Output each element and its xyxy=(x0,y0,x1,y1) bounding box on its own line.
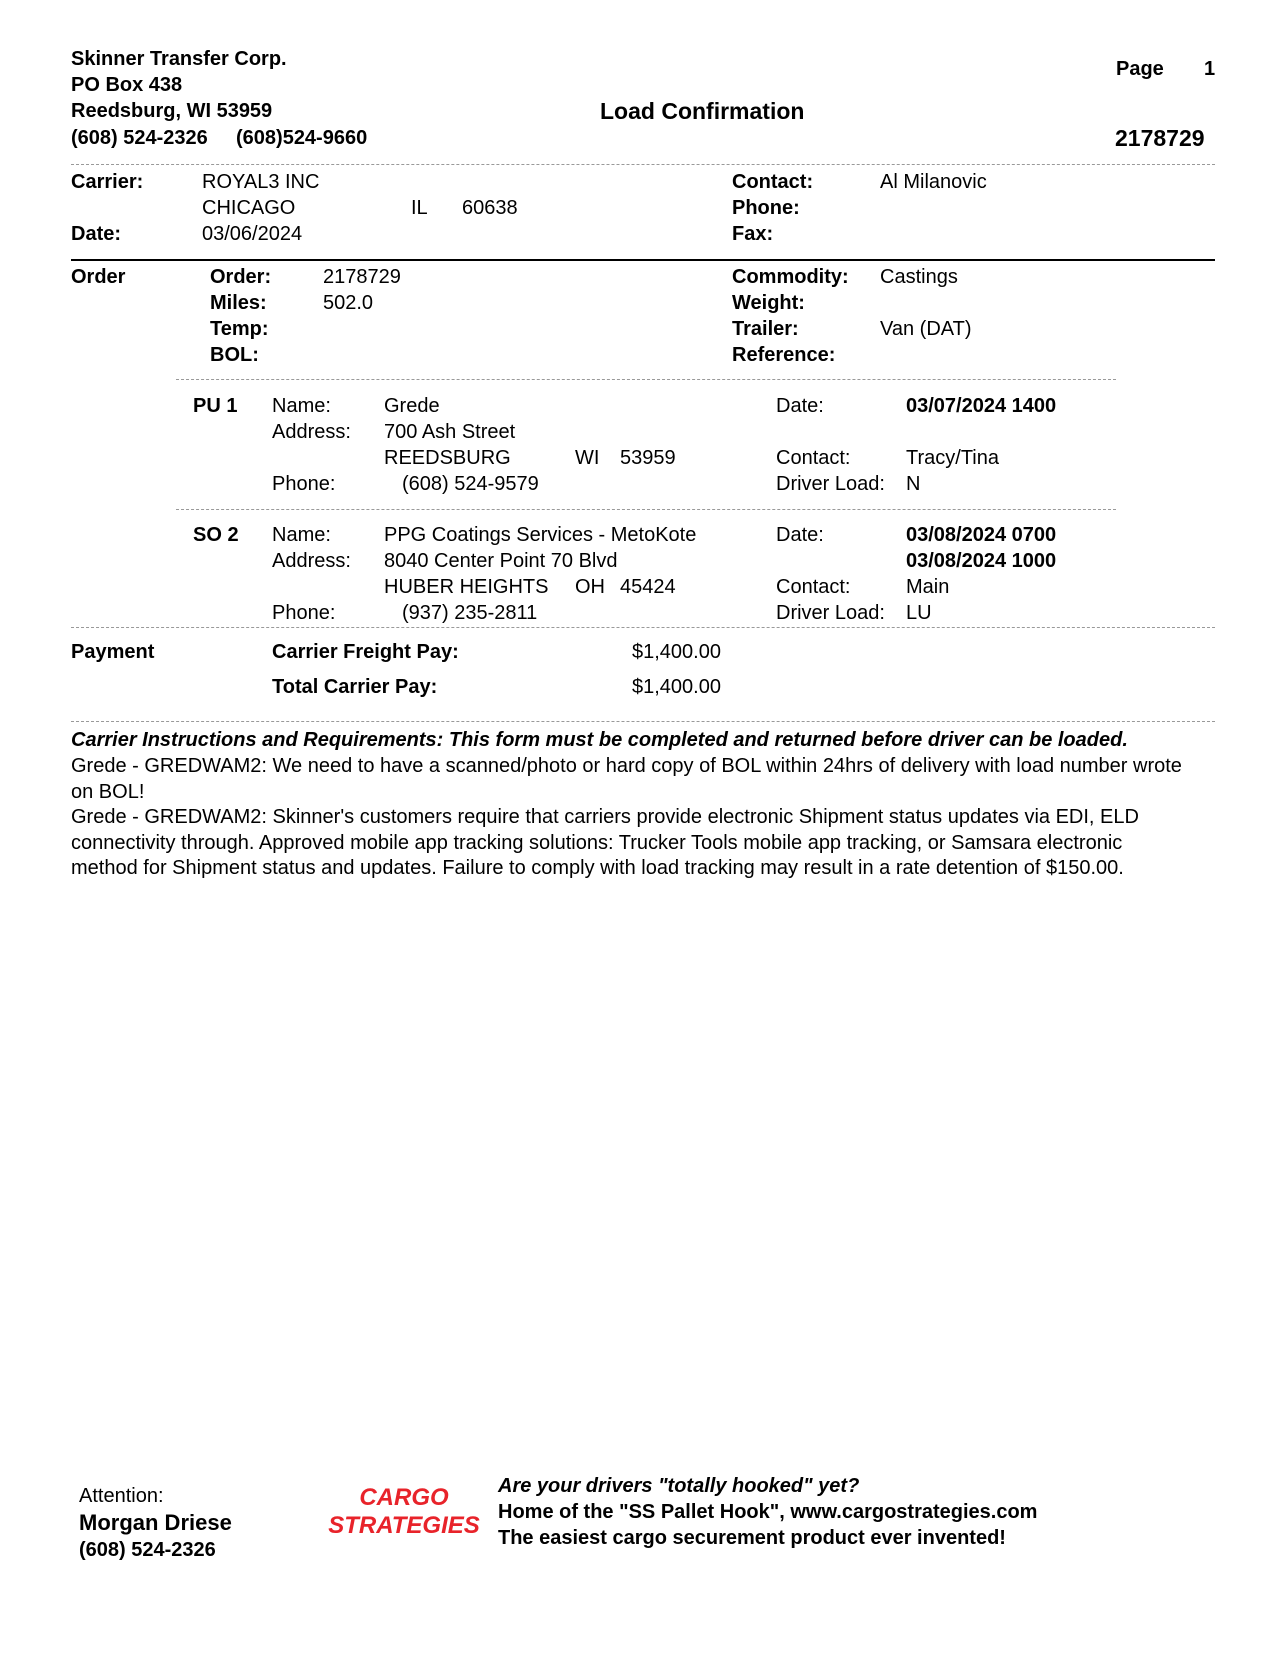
divider xyxy=(71,627,1215,628)
order-label: Order: xyxy=(210,266,272,288)
stop-phone-label: Phone: xyxy=(272,473,336,495)
trailer-value: Van (DAT) xyxy=(880,318,972,340)
instructions-paragraph: Grede - GREDWAM2: We need to have a scanned/photo or hard copy of BOL within 24hrs of delivery with load number wrote on BOL! xyxy=(71,755,1182,803)
stop-date-1: 03/07/2024 1400 xyxy=(906,395,1057,417)
page-number: 1 xyxy=(1204,58,1216,80)
divider xyxy=(176,509,1116,510)
stop-zip: 53959 xyxy=(620,447,676,469)
commodity-label: Commodity: xyxy=(732,266,849,288)
phone-label: Phone: xyxy=(732,197,800,219)
commodity-value: Castings xyxy=(880,266,958,288)
section-divider xyxy=(71,259,1215,261)
stop-address-label: Address: xyxy=(272,550,351,572)
bol-label: BOL: xyxy=(210,344,259,366)
stop-name: PPG Coatings Services - MetoKote xyxy=(384,524,697,546)
stop-city: REEDSBURG xyxy=(384,447,511,469)
stop-driver-load-label: Driver Load: xyxy=(776,602,885,624)
logo-line-2: STRATEGIES xyxy=(328,1512,480,1539)
divider xyxy=(71,721,1215,722)
stop-phone: (937) 235-2811 xyxy=(402,602,538,624)
carrier-contact: Al Milanovic xyxy=(880,171,987,193)
logo-line-1: CARGO xyxy=(359,1484,449,1511)
document-title: Load Confirmation xyxy=(600,98,805,124)
instructions-heading: Carrier Instructions and Requirements: This form must be completed and returned before driver can be loaded. xyxy=(71,729,1128,751)
miles-value: 502.0 xyxy=(323,292,374,314)
stop-city: HUBER HEIGHTS xyxy=(384,576,549,598)
attention-phone: (608) 524-2326 xyxy=(79,1539,216,1561)
attention-label: Attention: xyxy=(79,1485,164,1507)
fax-label: Fax: xyxy=(732,223,774,245)
stop-driver-load: LU xyxy=(906,602,932,624)
stop-date-1: 03/08/2024 0700 xyxy=(906,524,1057,546)
stop-state: WI xyxy=(575,447,600,469)
trailer-label: Trailer: xyxy=(732,318,799,340)
divider xyxy=(176,379,1116,380)
freight-pay-value: $1,400.00 xyxy=(632,641,721,663)
stop-date-label: Date: xyxy=(776,524,824,546)
order-number: 2178729 xyxy=(323,266,401,288)
company-phone-2: (608)524-9660 xyxy=(236,127,368,149)
order-section-label: Order xyxy=(71,266,126,288)
freight-pay-label: Carrier Freight Pay: xyxy=(272,641,459,663)
instructions-paragraph: Grede - GREDWAM2: Skinner's customers require that carriers provide electronic Shipment status updates via EDI, ELD connectivity through. Approved mobile app tracking solutions: Trucker Tools mobile app tracking, or Samsara electronic method for Shipment status and updates. Failure to comply with load tracking may result in a rate detention of $150.00. xyxy=(71,806,1139,880)
carrier-name: ROYAL3 INC xyxy=(202,171,320,193)
confirmation-date: 03/06/2024 xyxy=(202,223,303,245)
stop-address: 8040 Center Point 70 Blvd xyxy=(384,550,618,572)
stop-address: 700 Ash Street xyxy=(384,421,516,443)
contact-label: Contact: xyxy=(732,171,814,193)
reference-label: Reference: xyxy=(732,344,836,366)
stop-phone: (608) 524-9579 xyxy=(402,473,539,495)
stop-contact-label: Contact: xyxy=(776,447,851,469)
stop-name-label: Name: xyxy=(272,395,331,417)
stop-name-label: Name: xyxy=(272,524,331,546)
page-label: Page xyxy=(1116,58,1164,80)
stop-driver-load: N xyxy=(906,473,921,495)
stop-driver-load-label: Driver Load: xyxy=(776,473,885,495)
stop-contact: Main xyxy=(906,576,950,598)
stop-state: OH xyxy=(575,576,605,598)
company-phone-1: (608) 524-2326 xyxy=(71,127,208,149)
stop-address-label: Address: xyxy=(272,421,351,443)
carrier-state: IL xyxy=(411,197,428,219)
stop-date-2: 03/08/2024 1000 xyxy=(906,550,1057,572)
company-city-state-zip: Reedsburg, WI 53959 xyxy=(71,100,273,122)
payment-section-label: Payment xyxy=(71,641,155,663)
ad-line: The easiest cargo securement product ever invented! xyxy=(498,1527,1006,1549)
carrier-city: CHICAGO xyxy=(202,197,296,219)
total-pay-label: Total Carrier Pay: xyxy=(272,676,438,698)
divider xyxy=(71,164,1215,165)
weight-label: Weight: xyxy=(732,292,805,314)
document-number: 2178729 xyxy=(1115,125,1205,151)
ad-headline: Are your drivers "totally hooked" yet? xyxy=(498,1475,860,1497)
carrier-zip: 60638 xyxy=(462,197,518,219)
company-name: Skinner Transfer Corp. xyxy=(71,48,287,70)
stop-zip: 45424 xyxy=(620,576,676,598)
stop-name: Grede xyxy=(384,395,440,417)
temp-label: Temp: xyxy=(210,318,269,340)
attention-name: Morgan Driese xyxy=(79,1510,232,1535)
ad-line: Home of the "SS Pallet Hook", www.cargostrategies.com xyxy=(498,1501,1038,1523)
company-po-box: PO Box 438 xyxy=(71,74,183,96)
stop-date-label: Date: xyxy=(776,395,824,417)
stop-contact: Tracy/Tina xyxy=(906,447,999,469)
stop-contact-label: Contact: xyxy=(776,576,851,598)
date-label: Date: xyxy=(71,223,122,245)
carrier-label: Carrier: xyxy=(71,171,144,193)
stop-phone-label: Phone: xyxy=(272,602,336,624)
stop-code: PU 1 xyxy=(193,395,238,417)
stop-code: SO 2 xyxy=(193,524,239,546)
cargo-strategies-logo xyxy=(322,1484,486,1540)
total-pay-value: $1,400.00 xyxy=(632,676,721,698)
miles-label: Miles: xyxy=(210,292,267,314)
